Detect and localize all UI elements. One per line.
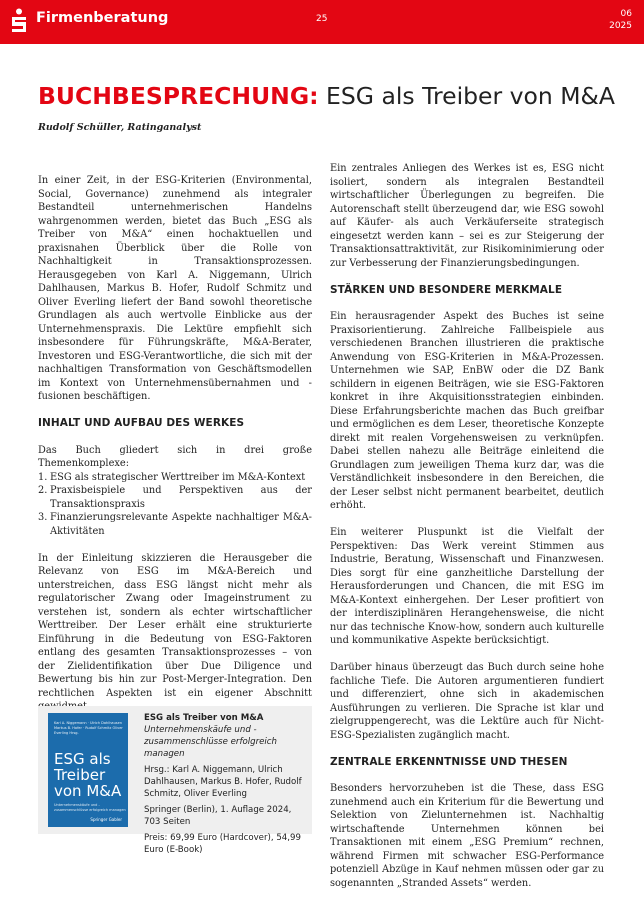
section-heading-inhalt: INHALT UND AUFBAU DES WERKES [38, 417, 245, 429]
cover-publisher: Springer Gabler [90, 817, 122, 822]
body-paragraph: Besonders hervorzuheben ist die These, dass ESG zunehmend auch ein Kriterium für die Bewertung und Selektion von Zielunternehmen ist. Nachhaltig wirtschaftende Unternehmen können bei Transaktionen mit einem „ESG Premium“ rechnen, während Firmen mit schwacher ESG-Performance potenziell Abzüge in Kauf nehmen müssen oder gar zu sogenannten „Stranded Assets“ werden. [330, 783, 604, 889]
article-title [38, 80, 615, 112]
list-item [38, 471, 312, 485]
list-item [38, 484, 312, 511]
issue-month: 06 [620, 9, 632, 19]
cover-title: ESG als Treiber von M&A [54, 750, 122, 800]
page-header [0, 0, 644, 44]
sparkasse-logo-icon [10, 8, 28, 34]
brand-name: Firmenberatung [36, 10, 169, 26]
list-text: ESG als strategischer Werttreiber im M&A-Kontext [50, 471, 306, 483]
body-paragraph: Ein zentrales Anliegen des Werkes ist es, ESG nicht isoliert, sondern als integralen Bestandteil wirtschaftlicher Überlegungen zu begreifen. Die Autorenschaft stellt überzeugend dar, wie ESG sowohl auf Käufer- als auch Verkäuferseite strategisch eingesetzt werden kann – sei es zur Steigerung der Transaktionsattraktivität, zur Risikominimierung oder zur Verbesserung der Finanzierungsbedingungen. [330, 163, 604, 269]
right-column [330, 162, 604, 904]
list-number: 3. [38, 512, 48, 523]
page-number: 25 [316, 14, 328, 24]
list-intro: Das Buch gliedert sich in drei große Themenkomplexe: [38, 444, 312, 469]
cover-subtitle: Unternehmenskäufe und -zusammenschlüsse erfolgreich managen [54, 803, 126, 812]
list-text: Finanzierungsrelevante Aspekte nachhaltiger M&A-Aktivitäten [50, 512, 312, 537]
body-paragraph: In der Einleitung skizzieren die Herausgeber die Relevanz von ESG im M&A-Bereich und unterstreichen, dass ESG längst nicht mehr als regulatorischer Zwang oder Imageinstrument zu verstehen ist, sondern als echter wirtschaftlicher Werttreiber. Der Leser erhält eine strukturierte Einführung in die Bedeutung von ESG-Faktoren entlang des gesamten Transaktionsprozesses – von der Zielidentifikation über Due Diligence und Bewertung bis hin zur Post-Merger-Integration. Den rechtlichen Aspekten ist ein eigener Abschnitt [38, 552, 312, 699]
list-number: 1. [38, 471, 48, 483]
section-heading-staerken: STÄRKEN UND BESONDERE MERKMALE [330, 283, 563, 296]
book-subtitle: Unternehmenskäufe und -zusammenschlüsse erfolgreich managen [144, 725, 277, 759]
topic-list [38, 471, 312, 539]
book-details [144, 712, 310, 860]
title-keyword: BUCHBESPRECHUNG: [38, 82, 319, 110]
body-paragraph: Darüber hinaus überzeugt das Buch durch seine hohe fachliche Tiefe. Die Autoren argumentieren fundiert und differenziert, ohne sich in akademischen Ausführungen zu verlieren. Die Sprache ist klar und zielgruppengerecht, was die Lektüre auch für Nicht-ESG-Spezialisten zugänglich macht. [330, 662, 604, 741]
book-price: Preis: 69,99 Euro (Hardcover), 54,99 Euro (E-Book) [144, 833, 301, 855]
book-title: ESG als Treiber von M&A [144, 713, 264, 723]
issue-year: 2025 [609, 21, 632, 31]
author-line: Rudolf Schüller, Ratinganalyst [38, 122, 202, 133]
cover-editors: Karl A. Niggemann · Ulrich Dahlhausen Markus B. Hofer · Rudolf Schmitz Oliver Everling Hrsg. [54, 721, 123, 735]
list-item [38, 511, 312, 538]
body-paragraph: Ein weiterer Pluspunkt ist die Vielfalt der Perspektiven: Das Werk vereint Stimmen aus Industrie, Beratung, Wissenschaft und Finanzwesen. Dies sorgt für eine ganzheitliche Darstellung der Herausforderungen und Chancen, die mit ESG im M&A-Kontext einhergehen. Der Leser profitiert von der interdisziplinären Herangehensweise, die nicht nur das technische Know-how, sondern auch kulturelle und kommunikative Aspekte berücksichtigt. [330, 527, 604, 646]
book-info-box [38, 706, 312, 855]
list-text: Praxisbeispiele und Perspektiven aus der Transaktionspraxis [50, 485, 312, 510]
title-text: ESG als Treiber von M&A [318, 82, 615, 110]
list-number: 2. [38, 485, 48, 496]
section-heading-erkenntnisse: ZENTRALE ERKENNTNISSE UND THESEN [330, 755, 568, 768]
left-column [38, 174, 312, 727]
book-publisher: Springer (Berlin), 1. Auflage 2024, 703 Seiten [144, 805, 292, 827]
book-editors: Hrsg.: Karl A. Niggemann, Ulrich Dahlhausen, Markus B. Hofer, Rudolf Schmitz, Oliver Everling [144, 765, 302, 799]
issue-date [609, 8, 632, 32]
body-paragraph: Ein herausragender Aspekt des Buches ist seine Praxisorientierung. Zahlreiche Fallbeispiele aus verschiedenen Branchen illustrieren die praktische Anwendung von ESG-Kriterien in M&A-Prozessen. Unternehmen wie SAP, EnBW oder die DZ Bank schildern in eigenen Beiträgen, wie sie ESG-Faktoren konkret in ihre Akquisitionsstrategien einbinden. Diese Erfahrungsberichte machen das Buch greifbar und ermöglichen es dem Leser, theoretische Konzepte direkt mit realen Vorgehensweisen zu verknüpfen. Dabei stellen nahezu alle Beiträge einleitend die Grundlagen zum jeweiligen Thema kurz dar, was die Verständlichkeit insbesondere in den Bereichen, die der Leser selbst nicht permanent bearbeitet, deutlich erhöht. [330, 311, 604, 511]
book-cover [48, 713, 128, 827]
intro-paragraph: In einer Zeit, in der ESG-Kriterien (Environmental, Social, Governance) zunehmend als integraler Bestandteil unternehmerischen Handelns wahrgenommen werden, bietet das Buch „ESG als Treiber von M&A“ einen hochaktuellen und praxisnahen Überblick über die Rolle von Nachhaltigkeit in Transaktionsprozessen. Herausgegeben von Karl A. Niggemann, Ulrich Dahlhausen, Markus B. Hofer, Rudolf Schmitz und Oliver Everling liefert der Band sowohl theoretische Grundlagen als auch wertvolle Einblicke aus der Unternehmenspraxis. Die Lektüre empfiehlt sich insbesondere für Führungskräfte, M&A-Berater, Investoren und ESG-Verantwortliche, die sich mit der nachhaltigen Transformation von Geschäftsmodellen im Kontext von Unternehmensübernahmen und -fusionen beschäftigen. [38, 175, 312, 402]
